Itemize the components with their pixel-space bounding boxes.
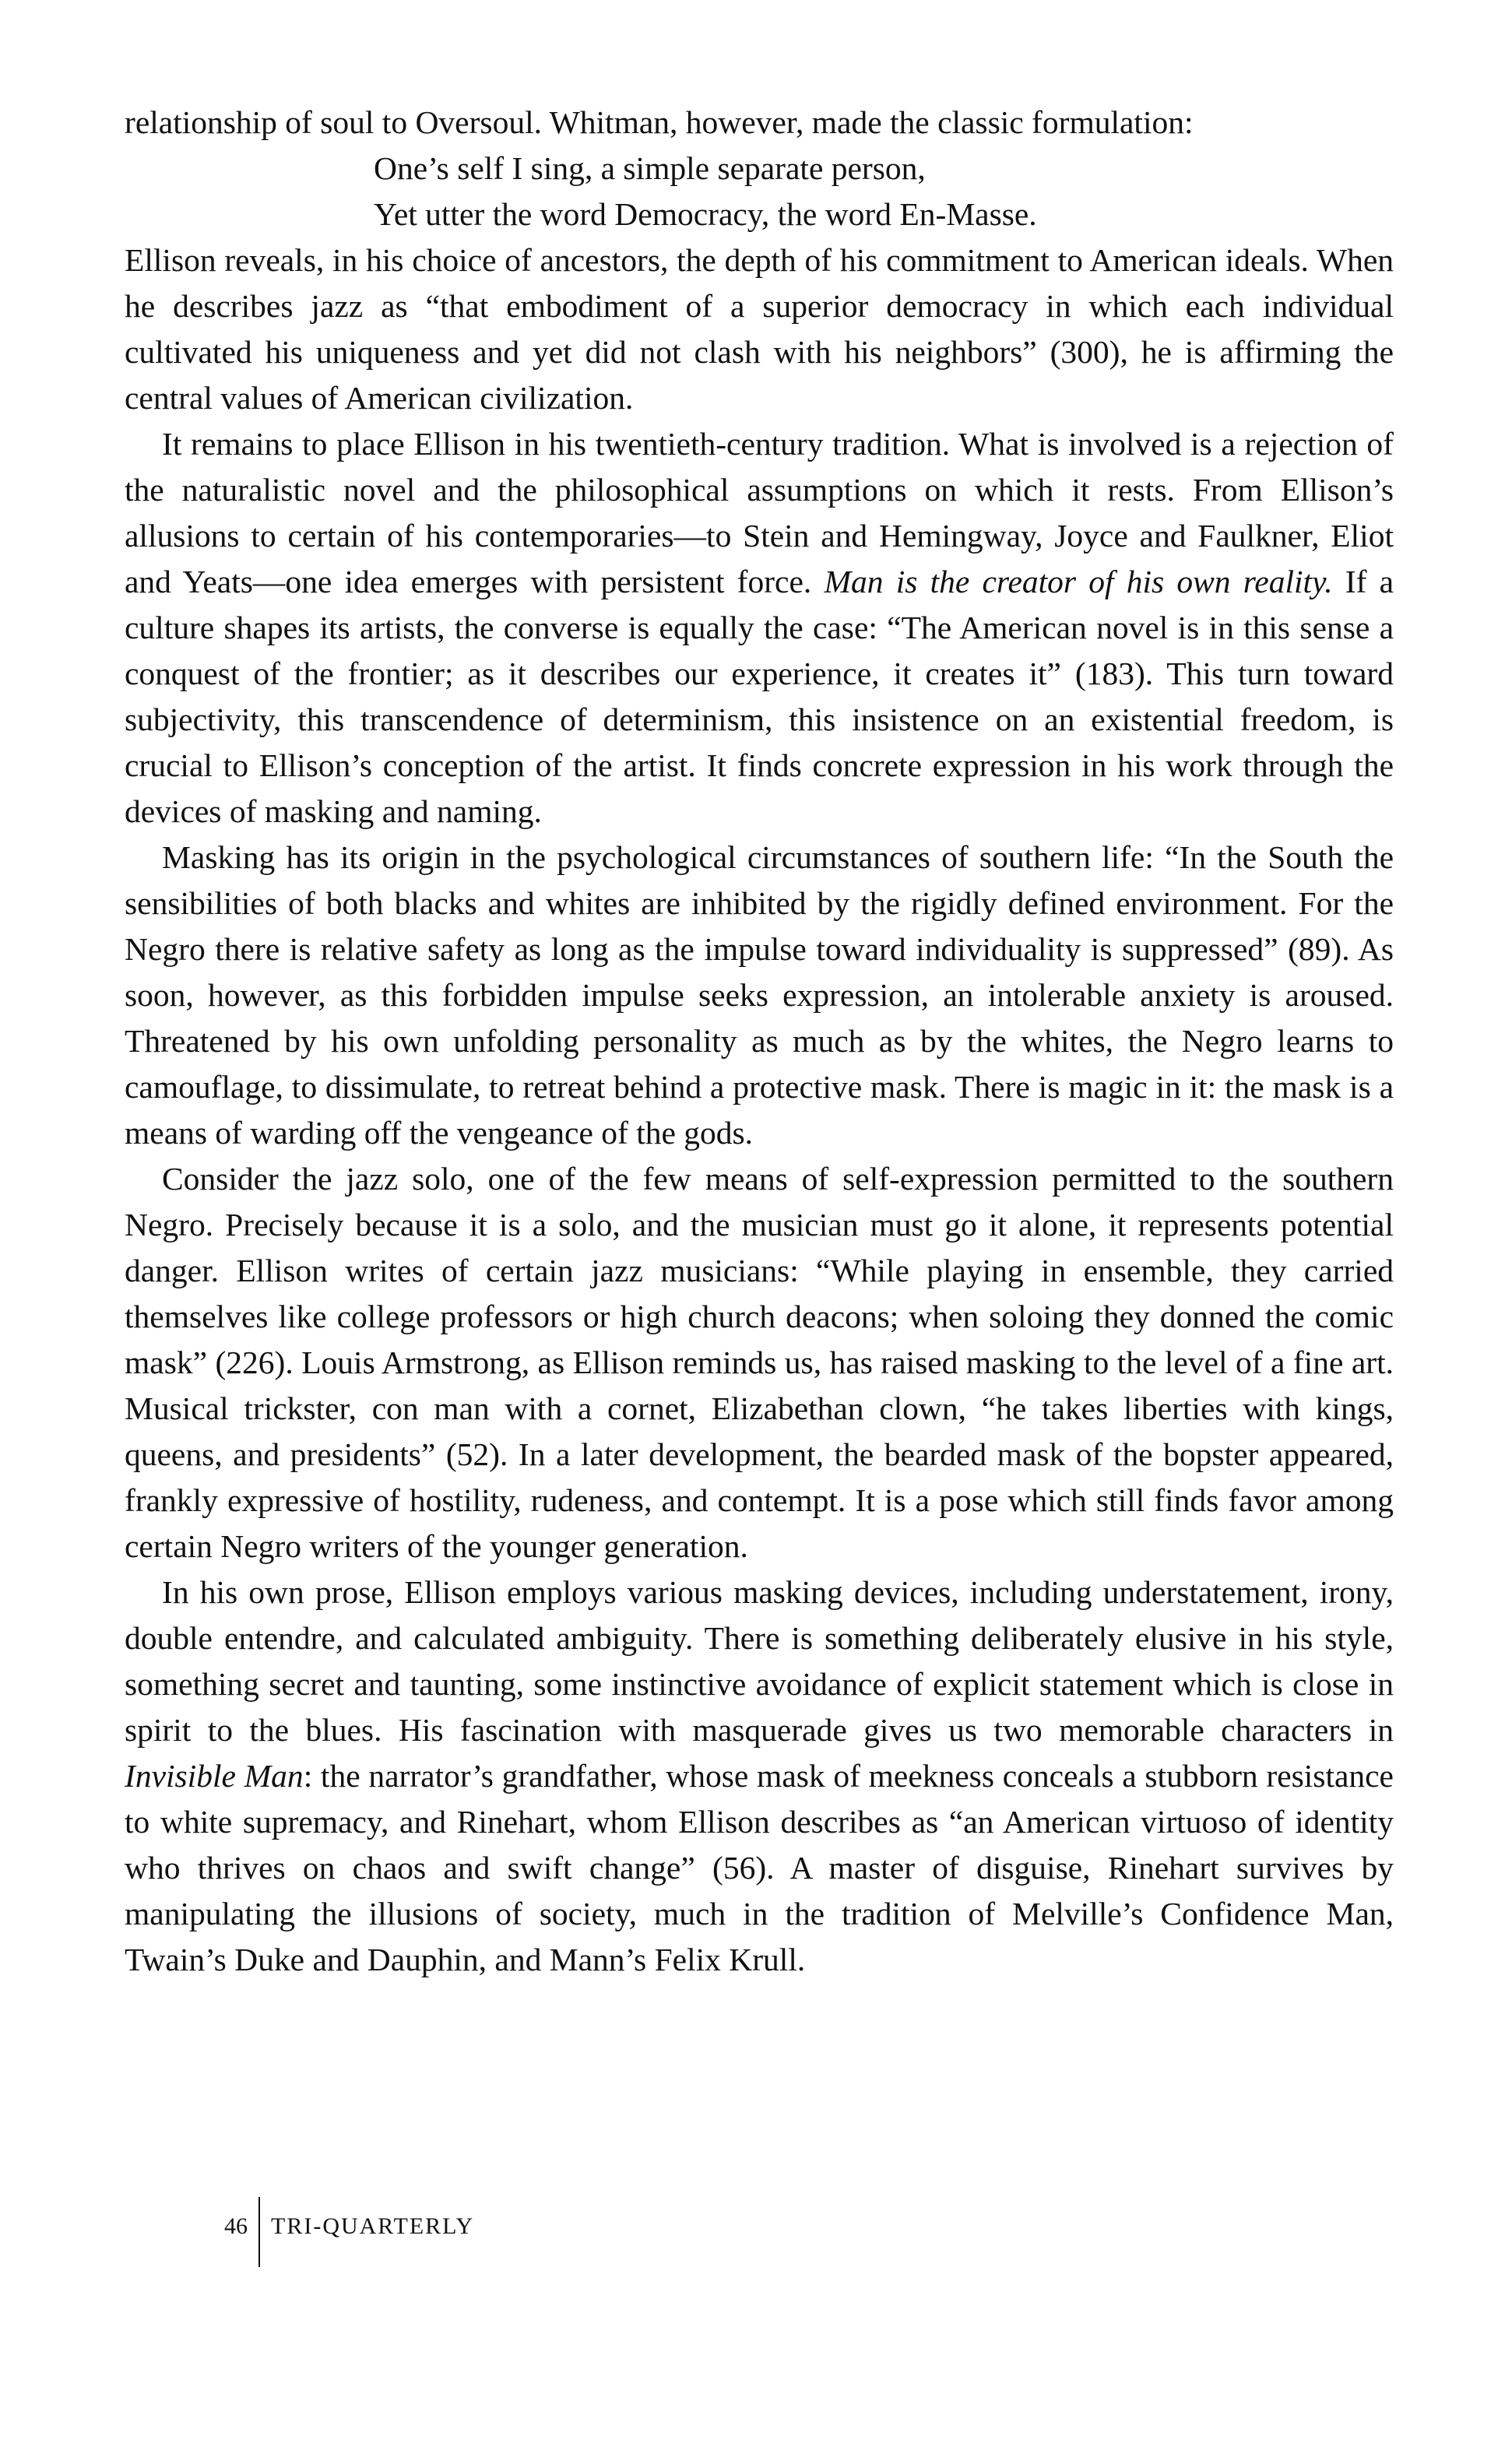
paragraph-opening: [125, 100, 1394, 146]
paragraph-text: Consider the jazz solo, one of the few means of self-expression permitted to the southern Negro. Precisely because it is a solo, and the musician must go it alone, it represents potential danger. Ellison writes of certain jazz musicians: “While playing in ensemble, they carried themselves like college professors or high church deacons; when soloing they donned the comic mask” (226). Louis Armstrong, as Ellison reminds us, has raised masking to the level of a fine art. Musical trickster, con man with a cornet, Elizabethan clown, “he takes liberties with kings, queens, and presidents” (52). In a later development, the bearded mask of the bopster appeared, frankly expressive of hostility, rudeness, and contempt. It is a pose which still finds favor among certain Negro writers of the younger generation.: [125, 1161, 1394, 1564]
page-number: 46: [224, 2213, 248, 2239]
paragraph: [125, 237, 1394, 421]
paragraph-text: In his own prose, Ellison employs various masking devices, including understatement, irony, double entendre, and calculated ambiguity. There is something deliberately elusive in his style, something secret and taunting, some instinctive avoidance of explicit statement which is close in spirit to the blues. His fascination with masquerade gives us two memorable characters in: [125, 1574, 1394, 1748]
paragraph-text: If a culture shapes its artists, the converse is equally the case: “The American novel is in this sense a conquest of the frontier; as it describes our experience, it creates it” (183). This turn toward subjectivity, this transcendence of determinism, this insistence on an existential freedom, is crucial to Ellison’s conception of the artist. It finds concrete expression in his work through the devices of masking and naming.: [125, 564, 1394, 829]
footer-divider: [258, 2197, 260, 2267]
paragraph: [125, 1156, 1394, 1569]
paragraph: [125, 835, 1394, 1156]
paragraph-text: Ellison reveals, in his choice of ancestors, the depth of his commitment to American ideals. When he describes jazz as “that embodiment of a superior democracy in which each individual cultivated his uniqueness and yet did not clash with his neighbors” (300), he is affirming the central values of American civilization.: [125, 242, 1394, 416]
paragraph: [125, 1569, 1394, 1983]
paragraph-text: It remains to place Ellison in his twentieth-century tradition. What is involved is a rejection of the naturalistic novel and the philosophical assumptions on which it rests. From Ellison’s allusions to certain of his contemporaries—to Stein and Hemingway, Joyce and Faulkner, Eliot and Yeats—one idea emerges with persistent force.: [125, 426, 1394, 599]
verse-line: One’s self I sing, a simple separate person,: [374, 150, 926, 186]
paragraph-text: Masking has its origin in the psychological circumstances of southern life: “In the South the sensibilities of both blacks and whites are inhibited by the rigidly defined environment. For the Negro there is relative safety as long as the impulse toward individuality is suppressed” (89). As soon, however, as this forbidden impulse seeks expression, an intolerable anxiety is aroused. Threatened by his own unfolding personality as much as by the whites, the Negro learns to camouflage, to dissimulate, to retreat behind a protective mask. There is magic in it: the mask is a means of warding off the vengeance of the gods.: [125, 839, 1394, 1151]
book-title: Invisible Man: [125, 1758, 304, 1794]
paragraph: [125, 421, 1394, 835]
article-body: [125, 100, 1394, 1983]
verse-quote: [125, 146, 1394, 237]
italic-emphasis: Man is the creator of his own reality.: [824, 564, 1333, 599]
paragraph-text: relationship of soul to Oversoul. Whitman, however, made the classic formulation:: [125, 104, 1194, 140]
journal-name: TRI-QUARTERLY: [271, 2213, 475, 2239]
paragraph-text: : the narrator’s grandfather, whose mask of meekness conceals a stubborn resistance to white supremacy, and Rinehart, whom Ellison describes as “an American virtuoso of identity who thrives on chaos and swift change” (56). A master of disguise, Rinehart survives by manipulating the illusions of society, much in the tradition of Melville’s Confidence Man, Twain’s Duke and Dauphin, and Mann’s Felix Krull.: [125, 1758, 1394, 1977]
verse-line: Yet utter the word Democracy, the word En-Masse.: [374, 196, 1037, 232]
